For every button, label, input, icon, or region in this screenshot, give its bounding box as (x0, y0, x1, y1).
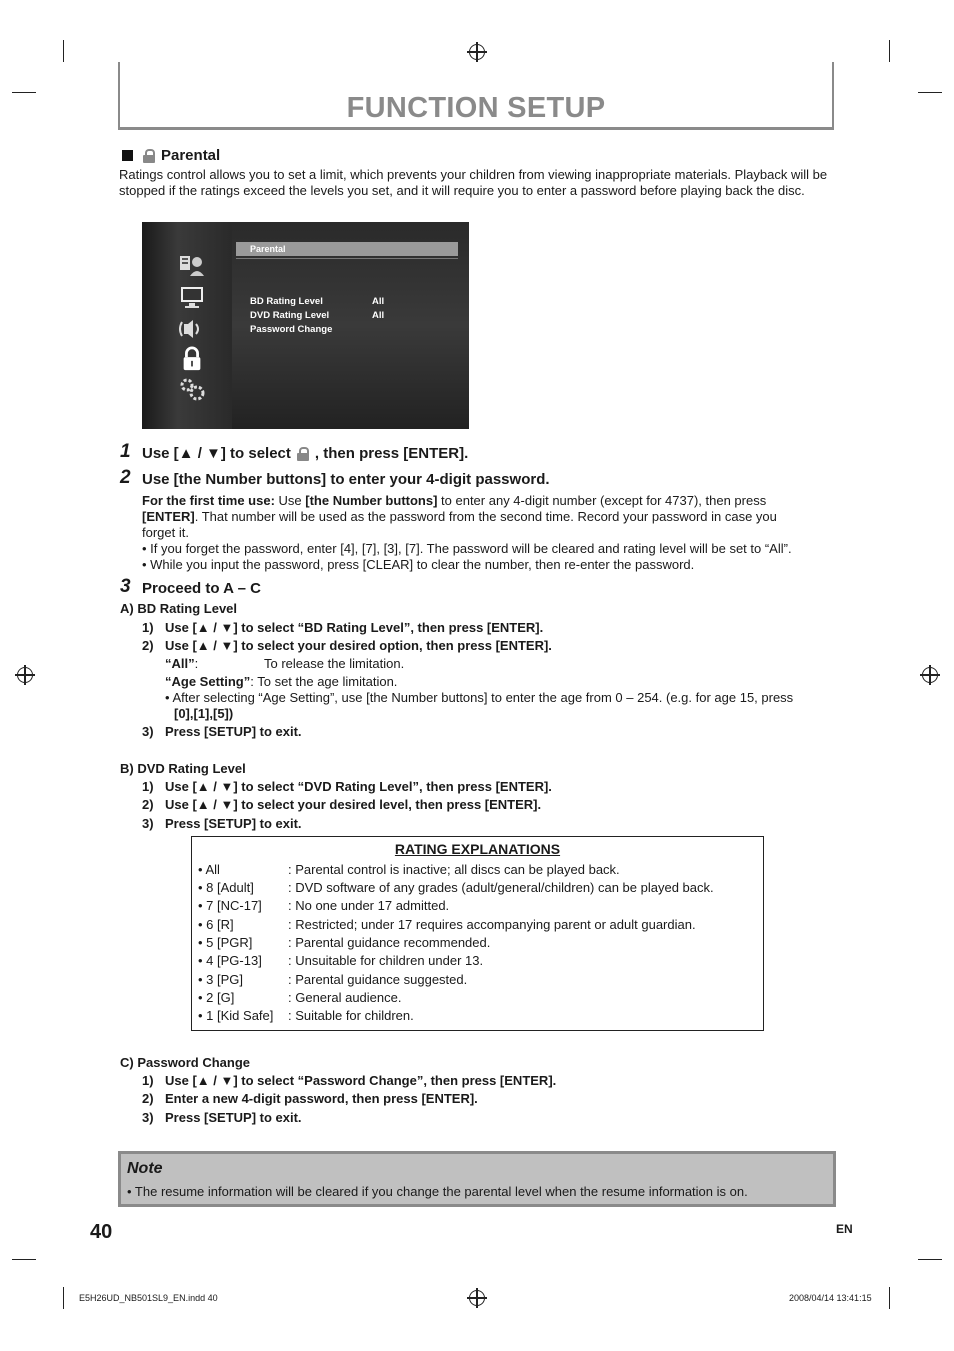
part-a-step: 1) Use [▲ / ▼] to select “BD Rating Level”, then press [ENTER]. (142, 620, 544, 635)
step-number: 3 (120, 576, 131, 597)
rating-row: • 7 [NC-17] : No one under 17 admitted. (198, 898, 450, 913)
footer-date: 2008/04/14 13:41:15 (789, 1293, 872, 1303)
parental-lock-icon (178, 346, 206, 372)
age-setting-bullet: • After selecting “Age Setting”, use [the Number buttons] to enter the age from 0 – 254. (e.g. for age 15, press (165, 690, 794, 705)
crop-mark (63, 1287, 64, 1309)
section-heading-text: Parental (161, 147, 221, 164)
rating-row: • 1 [Kid Safe] : Suitable for children. (198, 1008, 414, 1023)
playback-settings-icon (178, 252, 206, 278)
lock-icon (143, 149, 155, 163)
rating-explanations-title: RATING EXPLANATIONS (394, 841, 561, 857)
part-c-step: 1) Use [▲ / ▼] to select “Password Change”, then press [ENTER]. (142, 1073, 557, 1088)
registration-mark-icon (469, 44, 485, 60)
lock-icon (297, 447, 309, 461)
step-2-detail: forget it. (142, 525, 189, 540)
step-2-bullet: • If you forget the password, enter [4], [7], [3], [7]. The password will be cleared and rating level will be set to “All”. (142, 541, 792, 556)
language-label: EN (836, 1222, 853, 1236)
age-setting-bullet-cont: [0],[1],[5]) (174, 706, 234, 721)
crop-mark (12, 1259, 36, 1260)
menu-item-dvd-rating-level[interactable]: DVD Rating Level (250, 310, 330, 321)
step-3-text: Proceed to A – C (142, 580, 261, 597)
part-a-step: 2) Use [▲ / ▼] to select your desired option, then press [ENTER]. (142, 638, 552, 653)
step-2-detail: [ENTER]. That number will be used as the password from the second time. Record your password in case you (142, 509, 777, 524)
menu-title-bar: Parental (236, 242, 458, 256)
option-all-desc: To release the limitation. (264, 656, 405, 671)
menu-item-bd-rating-level[interactable]: BD Rating Level (250, 296, 323, 307)
option-all: “All”: (165, 656, 199, 671)
rating-row: • 6 [R] : Restricted; under 17 requires accompanying parent or adult guardian. (198, 917, 696, 932)
part-b-step: 1) Use [▲ / ▼] to select “DVD Rating Level”, then press [ENTER]. (142, 779, 552, 794)
note-title: Note (127, 1160, 163, 1177)
crop-mark (918, 1259, 942, 1260)
rating-row: • 8 [Adult] : DVD software of any grades (adult/general/children) can be played back. (198, 880, 714, 895)
crop-mark (918, 92, 942, 93)
part-b-heading: B) DVD Rating Level (120, 761, 246, 776)
intro-paragraph: Ratings control allows you to set a limit, which prevents your children from viewing inappropriate materials. Playback will be stopped if the ratings exceed the levels you set, and it will require you to enter a password before playing back the disc. (119, 167, 828, 198)
registration-mark-icon (469, 1290, 485, 1306)
part-c-heading: C) Password Change (120, 1055, 251, 1070)
display-icon (178, 284, 206, 310)
registration-mark-icon (922, 667, 938, 683)
part-b-step: 3) Press [SETUP] to exit. (142, 816, 302, 831)
part-a-step: 3) Press [SETUP] to exit. (142, 724, 302, 739)
menu-value: All (372, 310, 385, 321)
option-age-setting: “Age Setting”: To set the age limitation. (165, 674, 398, 689)
step-2-text: Use [the Number buttons] to enter your 4-digit password. (142, 471, 550, 488)
part-a-heading: A) BD Rating Level (120, 601, 238, 616)
step-number: 2 (120, 467, 131, 488)
part-c-step: 3) Press [SETUP] to exit. (142, 1110, 302, 1125)
menu-item-password-change[interactable]: Password Change (250, 324, 333, 335)
part-c-step: 2) Enter a new 4-digit password, then press [ENTER]. (142, 1091, 478, 1106)
rating-row: • All : Parental control is inactive; all discs can be played back. (198, 862, 620, 877)
audio-icon (178, 316, 206, 342)
footer-file: E5H26UD_NB501SL9_EN.indd 40 (79, 1293, 218, 1303)
part-b-step: 2) Use [▲ / ▼] to select your desired level, then press [ENTER]. (142, 797, 542, 812)
square-bullet-icon (122, 150, 133, 161)
registration-mark-icon (17, 667, 33, 683)
rating-explanations-box (191, 836, 764, 1031)
rating-row: • 4 [PG-13] : Unsuitable for children under 13. (198, 953, 484, 968)
rating-row: • 3 [PG] : Parental guidance suggested. (198, 972, 468, 987)
crop-mark (889, 40, 890, 62)
rating-row: • 2 [G] : General audience. (198, 990, 402, 1005)
step-2-detail: For the first time use: Use [the Number buttons] to enter any 4-digit number (except for 4737), then press (142, 493, 767, 508)
crop-mark (12, 92, 36, 93)
step-number: 1 (120, 441, 131, 462)
parental-menu-screenshot (142, 222, 469, 429)
section-heading (122, 147, 220, 164)
rating-row: • 5 [PGR] : Parental guidance recommended. (198, 935, 491, 950)
crop-mark (63, 40, 64, 62)
menu-value: All (372, 296, 385, 307)
others-settings-icon (178, 376, 206, 402)
step-1-text: Use [▲ / ▼] to select , then press [ENTER]. (142, 445, 469, 462)
note-box (118, 1151, 836, 1207)
note-text: • The resume information will be cleared if you change the parental level when the resume information is on. (127, 1184, 748, 1199)
step-2-bullet: • While you input the password, press [CLEAR] to clear the number, then re-enter the password. (142, 557, 695, 572)
crop-mark (889, 1287, 890, 1309)
page-number: 40 (90, 1221, 113, 1243)
page-title: FUNCTION SETUP (346, 92, 606, 124)
